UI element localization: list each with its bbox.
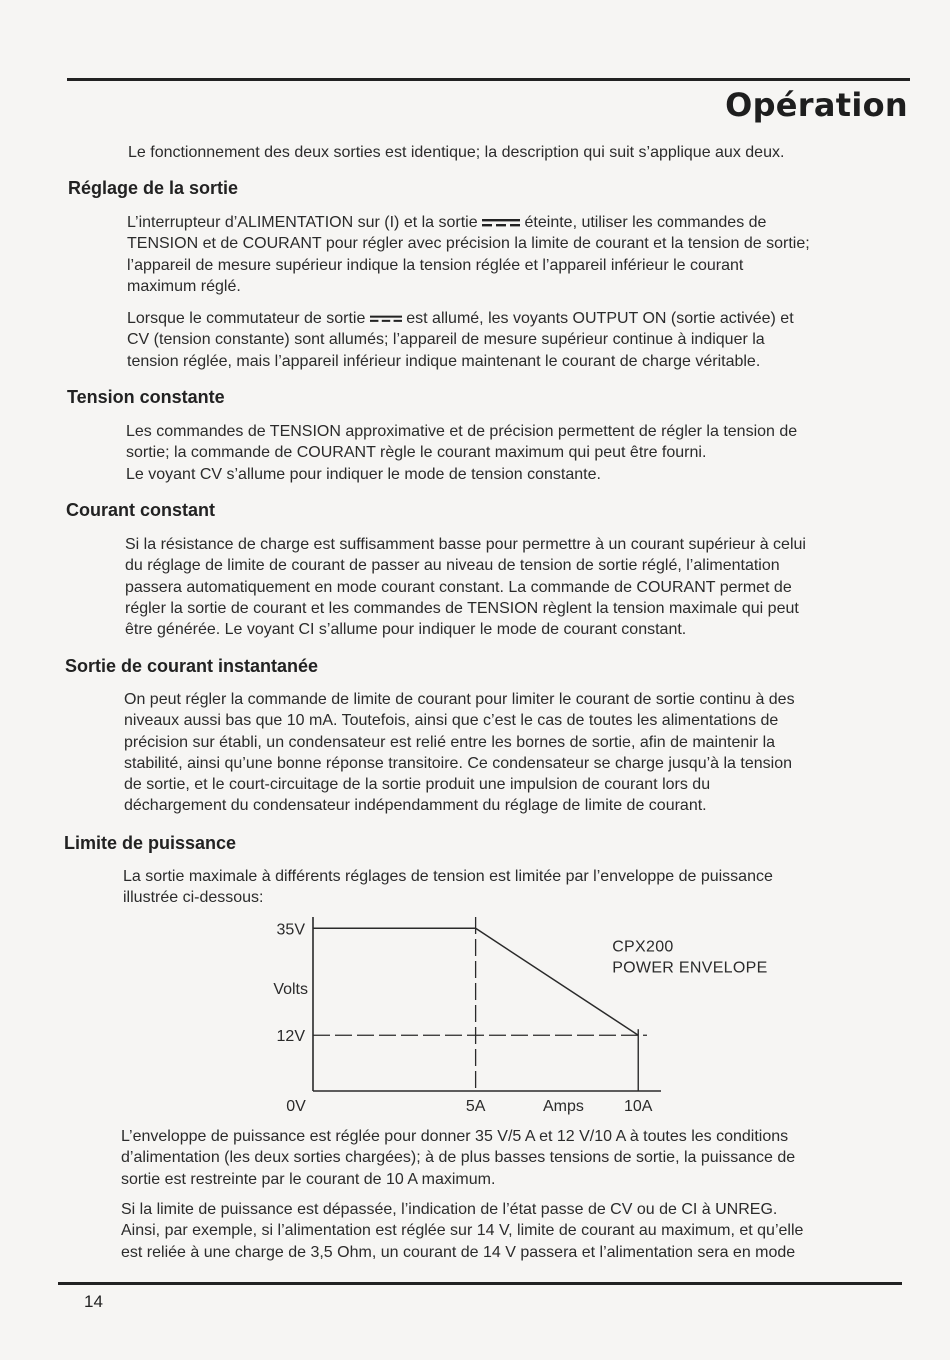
text-line: déchargement du condensateur indépendamment du réglage de limite de courant.	[124, 797, 707, 815]
text-line: être générée. Le voyant CI s’allume pour indiquer le mode de courant constant.	[125, 621, 687, 639]
text-line: L’enveloppe de puissance est réglée pour donner 35 V/5 A et 12 V/10 A à toutes les conditions	[121, 1128, 789, 1145]
text-line: de sortie, et le court-circuitage de la sortie produit une impulsion de courant lors du	[124, 776, 711, 794]
text-line: du réglage de limite de courant de passer au niveau de tension de sortie réglé, l’alimentation	[125, 557, 780, 575]
section-heading-instantanee: Sortie de courant instantanée	[65, 656, 319, 676]
chart-reference-lines	[313, 917, 647, 1091]
section-heading-tension: Tension constante	[67, 387, 225, 407]
text-line: précision sur établi, un condensateur est relié entre les bornes de sortie, afin de maintenir la	[124, 733, 776, 751]
text-line: La sortie maximale à différents réglages de tension est limitée par l’enveloppe de puissance	[123, 868, 773, 885]
intro-paragraph	[128, 142, 784, 163]
top-rule	[67, 78, 910, 81]
text-line: illustrée ci-dessous:	[123, 889, 264, 907]
paragraph-tension	[126, 421, 797, 485]
section-heading-courant: Courant constant	[66, 500, 216, 520]
text-line: TENSION et de COURANT pour régler avec précision la limite de courant et la tension de sortie;	[127, 235, 810, 253]
paragraph-courant	[125, 534, 806, 640]
text-line: L’interrupteur d’ALIMENTATION sur (I) et la sortie éteinte, utiliser les commandes de	[127, 214, 767, 231]
paragraph-instantanee	[124, 689, 795, 817]
text-line: sortie est restreinte par le courant de 10 A maximum.	[121, 1170, 496, 1188]
text-line: Le fonctionnement des deux sorties est identique; la description qui suit s’applique aux deux.	[128, 144, 785, 161]
power-envelope-chart	[250, 905, 768, 1120]
y-tick-label: 12V	[276, 1028, 305, 1046]
text-line: Les commandes de TENSION approximative et de précision permettent de régler la tension de	[126, 423, 798, 440]
text-line: l’appareil de mesure supérieur indique la tension réglée et l’appareil inférieur le courant	[127, 256, 744, 274]
bottom-rule	[58, 1282, 902, 1285]
text-line: Lorsque le commutateur de sortie est allumé, les voyants OUTPUT ON (sortie activée) et	[127, 310, 794, 327]
page-number: 14	[84, 1292, 103, 1311]
text-line: d’alimentation (les deux sorties chargées); à de plus basses tensions de sortie, la puissance de	[121, 1149, 796, 1167]
chart-axes	[313, 917, 661, 1091]
text-line: maximum réglé.	[127, 277, 241, 295]
text-line: régler la sortie de courant et les commandes de TENSION règlent la tension maximale qui peut	[125, 599, 799, 617]
paragraph-reglage-1	[127, 212, 810, 297]
text-line: tension réglée, mais l’appareil inférieur indique maintenant le courant de charge véritable.	[127, 352, 761, 370]
chart-annotation: CPX200	[612, 938, 674, 956]
paragraph-reglage-2	[127, 308, 794, 372]
dc-output-icon	[370, 314, 402, 324]
text-line: passera automatiquement en mode courant constant. La commande de COURANT permet de	[125, 578, 792, 596]
text-line: stabilité, ainsi qu’une bonne réponse transitoire. Ce condensateur se charge jusqu’à la tension	[124, 754, 792, 772]
chart-labels	[273, 921, 767, 1115]
text-line: Si la limite de puissance est dépassée, l’indication de l’état passe de CV ou de CI à UNREG.	[121, 1201, 778, 1218]
x-tick-label: 5A	[465, 1098, 486, 1115]
text-line: On peut régler la commande de limite de courant pour limiter le courant de sortie continu à des	[124, 691, 795, 708]
dc-output-icon	[482, 218, 520, 228]
paragraph-puissance-2	[121, 1126, 795, 1190]
page-title: Opération	[725, 86, 908, 124]
y-tick-label: 35V	[276, 921, 305, 939]
text-line: Le voyant CV s’allume pour indiquer le mode de tension constante.	[126, 465, 601, 483]
text-line: est reliée à une charge de 3,5 Ohm, un courant de 14 V passera et l’alimentation sera en mode	[121, 1243, 796, 1261]
text-line: Si la résistance de charge est suffisamment basse pour permettre à un courant supérieur à celui	[125, 536, 806, 553]
x-tick-label: 10A	[623, 1098, 653, 1115]
y-axis-label: Volts	[273, 980, 308, 998]
text-line: sortie; la commande de COURANT règle le courant maximum qui peut être fourni.	[126, 444, 707, 462]
text-line: niveaux aussi bas que 10 mA. Toutefois, ainsi que c’est le cas de toutes les alimentations de	[124, 712, 779, 730]
chart-annotation: POWER ENVELOPE	[612, 959, 768, 977]
paragraph-puissance-1	[123, 866, 773, 909]
text-line: Ainsi, par exemple, si l’alimentation est réglée sur 14 V, limite de courant au maximum, et qu’elle	[121, 1222, 804, 1240]
x-axis-label: Amps	[542, 1098, 584, 1115]
section-heading-puissance: Limite de puissance	[64, 833, 237, 853]
section-heading-reglage: Réglage de la sortie	[68, 178, 239, 198]
x-tick-label: 0V	[286, 1098, 306, 1115]
text-line: CV (tension constante) sont allumés; l’appareil de mesure supérieur continue à indiquer la	[127, 331, 765, 349]
paragraph-puissance-3	[121, 1199, 803, 1263]
